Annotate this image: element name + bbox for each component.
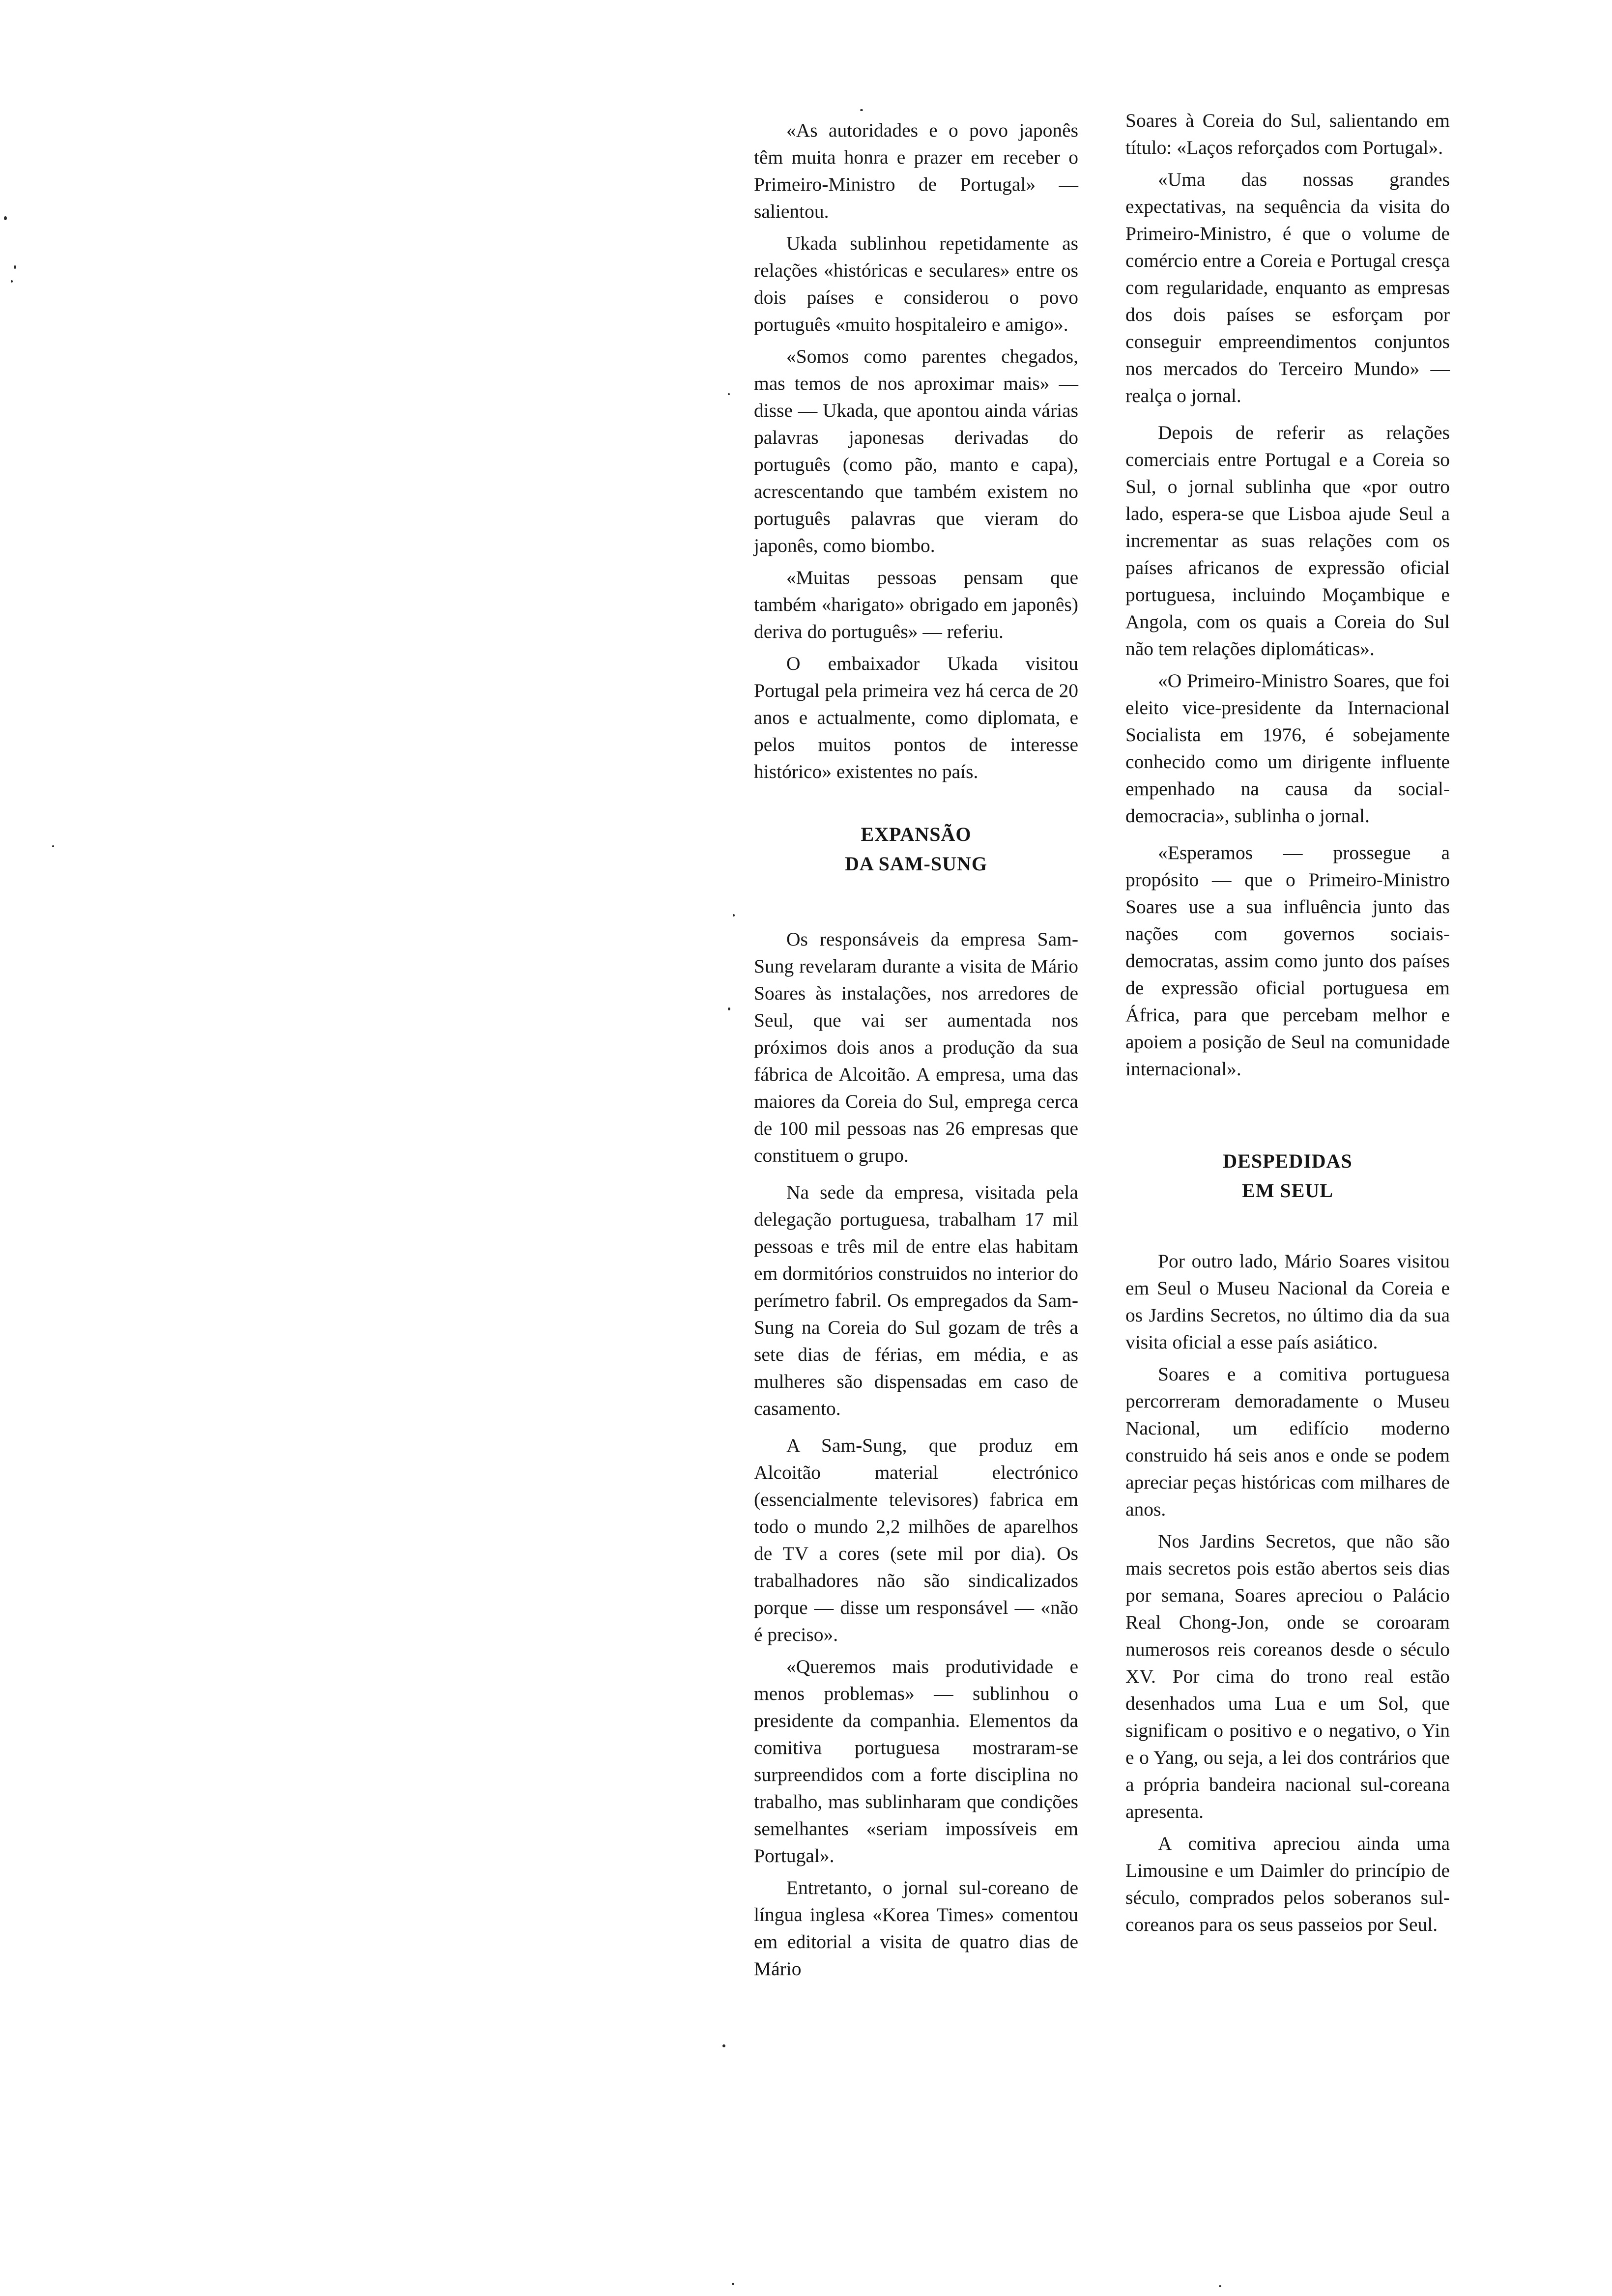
section-heading-expansao	[754, 820, 1078, 879]
heading-line: DESPEDIDAS	[1223, 1150, 1353, 1172]
scan-speck	[1219, 2285, 1221, 2287]
article-column-right	[1125, 107, 1450, 1938]
paragraph: «Esperamos — prossegue a propósito — que o Primeiro-Ministro Soares use a sua influência junto das nações com governos sociais-democratas, assim como junto dos países de expressão oficial portuguesa em África, para que percebam melhor e apoiem a posição de Seul na comunidade internacional».	[1125, 842, 1450, 1080]
scan-speck	[722, 2044, 725, 2047]
paragraph: O embaixador Ukada visitou Portugal pela primeira vez há cerca de 20 anos e actualmente, como diplomata, e pelos muitos pontos de interesse histórico» existentes no país.	[754, 653, 1078, 782]
scan-speck	[728, 1007, 730, 1010]
paragraph: Ukada sublinhou repetidamente as relações «históricas e seculares» entre os dois países e considerou o povo português «muito hospitaleiro e amigo».	[754, 232, 1078, 335]
paragraph: Entretanto, o jornal sul-coreano de língua inglesa «Korea Times» comentou em editorial a visita de quatro dias de Mário	[754, 1877, 1078, 1980]
paragraph: «Muitas pessoas pensam que também «harigato» obrigado em japonês) deriva do português» — referiu.	[754, 567, 1078, 642]
paragraph: «As autoridades e o povo japonês têm muita honra e prazer em receber o Primeiro-Ministro de Portugal» — salientou.	[754, 119, 1078, 222]
article-column-left	[754, 117, 1078, 1982]
paragraph: A comitiva apreciou ainda uma Limousine e um Daimler do princípio de século, comprados pelos soberanos sul-coreanos para os seus passeios por Seul.	[1125, 1833, 1450, 1935]
scan-speck	[728, 393, 730, 395]
scan-speck	[860, 109, 863, 111]
paragraph: «Queremos mais produtividade e menos problemas» — sublinhou o presidente da companhia. Elementos da comitiva portuguesa mostraram-se surpreendidos com a forte disciplina no trabalho, mas sublinharam que condições semelhantes «seriam impossíveis em Portugal».	[754, 1656, 1078, 1866]
heading-line: EM SEUL	[1242, 1179, 1333, 1202]
paragraph: A Sam-Sung, que produz em Alcoitão material electrónico (essencialmente televisores) fabrica em todo o mundo 2,2 milhões de aparelhos de TV a cores (sete mil por dia). Os trabalhadores não são sindicalizados porque — disse um responsável — «não é preciso».	[754, 1435, 1078, 1645]
scan-speck	[14, 265, 16, 269]
section-heading-despedidas	[1125, 1147, 1450, 1205]
paragraph: Na sede da empresa, visitada pela delegação portuguesa, trabalham 17 mil pessoas e três mil de entre elas habitam em dormitórios construidos no interior do perímetro fabril. Os empregados da Sam-Sung na Coreia do Sul gozam de três a sete dias de férias, em média, e as mulheres são dispensadas em caso de casamento.	[754, 1181, 1078, 1419]
paragraph: Os responsáveis da empresa Sam-Sung revelaram durante a visita de Mário Soares às instalações, nos arredores de Seul, que vai ser aumentada nos próximos dois anos a produção da sua fábrica de Alcoitão. A empresa, uma das maiores da Coreia do Sul, emprega cerca de 100 mil pessoas nas 26 empresas que constituem o grupo.	[754, 928, 1078, 1166]
heading-line: EXPANSÃO	[861, 823, 972, 845]
paragraph-continuation: Soares à Coreia do Sul, salientando em título: «Laços reforçados com Portugal».	[1125, 110, 1450, 158]
paragraph: Soares e a comitiva portuguesa percorreram demoradamente o Museu Nacional, um edifício moderno construido há seis anos e onde se podem apreciar peças históricas com milhares de anos.	[1125, 1363, 1450, 1520]
scan-speck	[52, 845, 54, 847]
scan-speck	[733, 914, 735, 917]
paragraph: Nos Jardins Secretos, que não são mais secretos pois estão abertos seis dias por semana, Soares apreciou o Palácio Real Chong-Jon, onde se coroaram numerosos reis coreanos desde o século XV. Por cima do trono real estão desenhados uma Lua e um Sol, que significam o positivo e o negativo, o Yin e o Yang, ou seja, a lei dos contrários que a própria bandeira nacional sul-coreana apresenta.	[1125, 1530, 1450, 1822]
paragraph: «Somos como parentes chegados, mas temos de nos aproximar mais» — disse — Ukada, que apontou ainda várias palavras japonesas derivadas do português (como pão, manto e capa), acrescentando que também existem no português palavras que vieram do japonês, como biombo.	[754, 345, 1078, 556]
heading-line: DA SAM-SUNG	[845, 853, 987, 875]
paragraph: Por outro lado, Mário Soares visitou em Seul o Museu Nacional da Coreia e os Jardins Secretos, no último dia da sua visita oficial a esse país asiático.	[1125, 1250, 1450, 1353]
paragraph: «O Primeiro-Ministro Soares, que foi eleito vice-presidente da Internacional Socialista em 1976, é sobejamente conhecido como um dirigente influente empenhado na causa da social-democracia», sublinha o jornal.	[1125, 670, 1450, 827]
scan-speck	[4, 216, 7, 220]
paragraph: Depois de referir as relações comerciais entre Portugal e a Coreia so Sul, o jornal sublinha que «por outro lado, espera-se que Lisboa ajude Seul a incrementar as suas relações com os países africanos de expressão oficial portuguesa, incluindo Moçambique e Angola, com os quais a Coreia do Sul não tem relações diplomáticas».	[1125, 422, 1450, 660]
scan-speck	[732, 2283, 734, 2285]
scan-speck	[11, 280, 13, 283]
paragraph: «Uma das nossas grandes expectativas, na sequência da visita do Primeiro-Ministro, é que o volume de comércio entre a Coreia e Portugal cresça com regularidade, enquanto as empresas dos dois países se esforçam por conseguir empreendimentos conjuntos nos mercados do Terceiro Mundo» — realça o jornal.	[1125, 169, 1450, 406]
